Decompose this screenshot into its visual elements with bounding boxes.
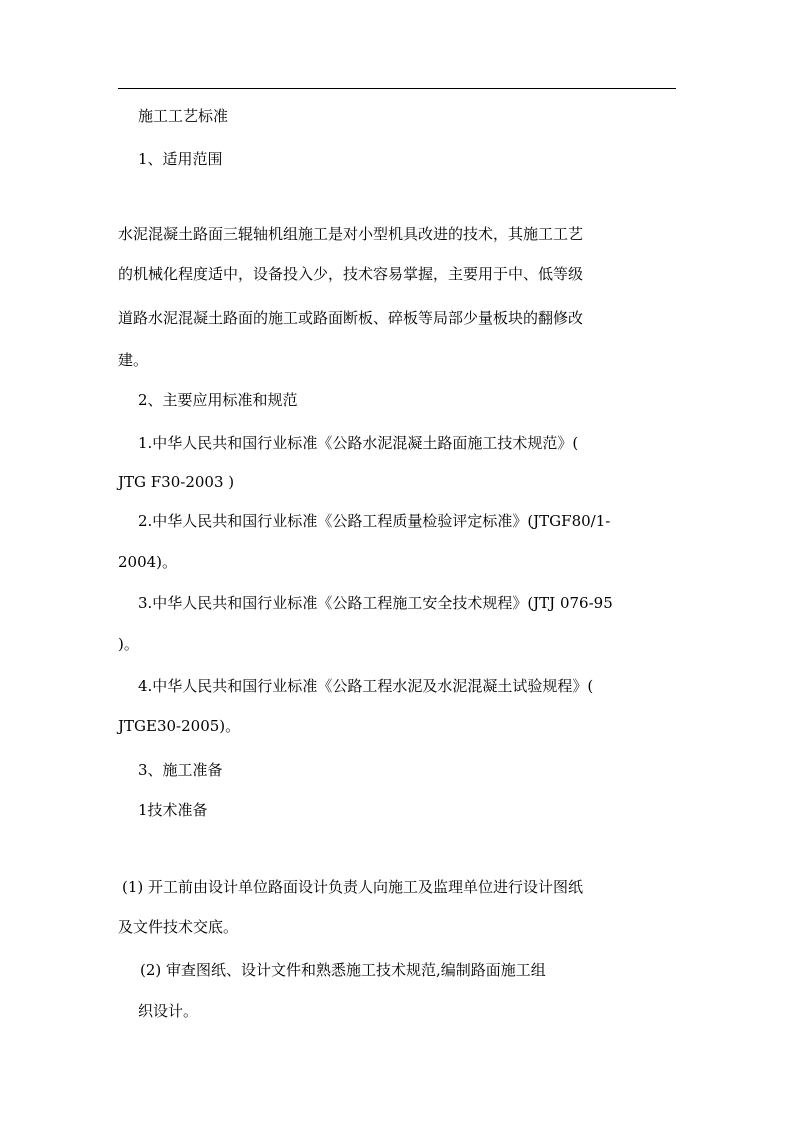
standard-item-4-line-2: JTGE30-2005)。: [118, 717, 241, 735]
header-rule: [118, 88, 676, 89]
standard-item-2-line-2: 2004)。: [118, 553, 178, 571]
scope-paragraph-line-2: 的机械化程度适中，设备投入少，技术容易掌握，主要用于中、低等级: [118, 265, 584, 283]
scope-paragraph-line-1: 水泥混凝土路面三辊轴机组施工是对小型机具改进的技术，其施工工艺: [118, 225, 584, 243]
standard-item-4-line-1: 4.中华人民共和国行业标准《公路工程水泥及水泥混凝土试验规程》(: [138, 677, 594, 695]
standard-item-1-line-2: JTG F30-2003 ): [118, 473, 235, 491]
section-heading-standards: 2、主要应用标准和规范: [138, 391, 298, 409]
section-heading-preparation: 3、施工准备: [138, 761, 223, 779]
preparation-item-1-line-1: (1) 开工前由设计单位路面设计负责人向施工及监理单位进行设计图纸: [122, 878, 584, 896]
preparation-item-2-line-1: (2) 审查图纸、设计文件和熟悉施工技术规范,编制路面施工组: [140, 961, 546, 979]
preparation-item-2-line-2: 织设计。: [138, 1002, 199, 1020]
subheading-technical-preparation: 1技术准备: [138, 801, 208, 819]
standard-item-3-line-1: 3.中华人民共和国行业标准《公路工程施工安全技术规程》(JTJ 076-95: [138, 594, 613, 612]
scope-paragraph-line-3: 道路水泥混凝土路面的施工或路面断板、碎板等局部少量板块的翻修改: [118, 309, 584, 327]
standard-item-3-line-2: )。: [118, 635, 139, 653]
section-heading-scope: 1、适用范围: [138, 150, 223, 168]
scope-paragraph-line-4: 建。: [118, 351, 149, 369]
document-title: 施工工艺标准: [138, 107, 229, 125]
preparation-item-1-line-2: 及文件技术交底。: [118, 918, 239, 936]
standard-item-2-line-1: 2.中华人民共和国行业标准《公路工程质量检验评定标准》(JTGF80/1-: [138, 512, 611, 530]
standard-item-1-line-1: 1.中华人民共和国行业标准《公路水泥混凝土路面施工技术规范》(: [138, 434, 579, 452]
